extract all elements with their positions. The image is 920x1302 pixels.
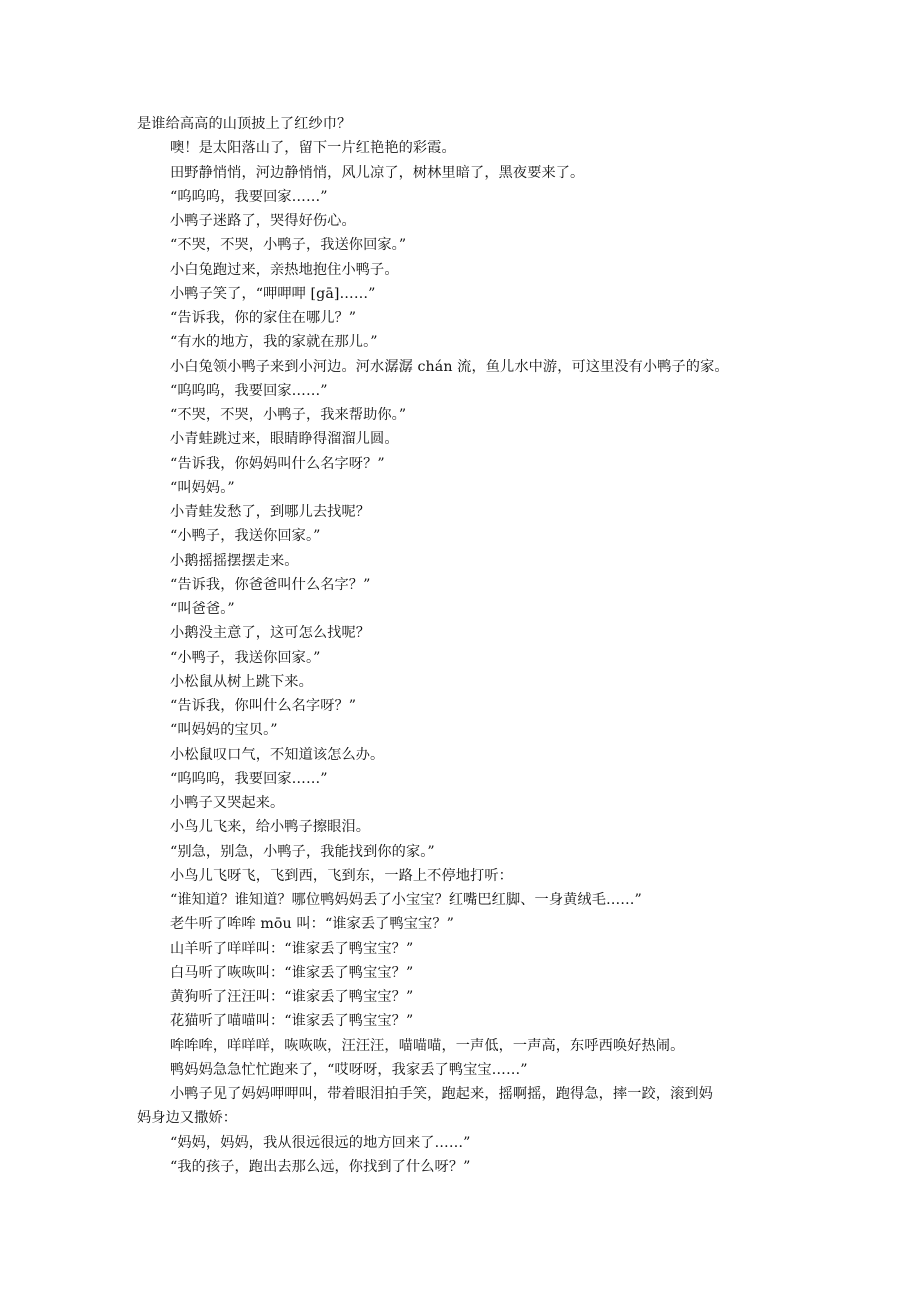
- story-paragraph: 是谁给高高的山顶披上了红纱巾？: [137, 116, 352, 132]
- story-paragraph: “叫妈妈的宝贝。”: [170, 722, 278, 739]
- story-paragraph: 小松鼠叹口气，不知道该怎么办。: [170, 746, 385, 763]
- story-paragraph: 噢！是太阳落山了，留下一片红艳艳的彩霞。: [170, 140, 456, 157]
- story-paragraph: “告诉我，你叫什么名字呀？”: [170, 698, 357, 714]
- story-paragraph: “告诉我，你的家住在哪儿？”: [170, 310, 357, 326]
- story-paragraph: 哞哞哞，咩咩咩，咴咴咴，汪汪汪，喵喵喵，一声低，一声高，东呼西唤好热闹。: [170, 1037, 685, 1054]
- story-text: [137, 112, 797, 1179]
- story-paragraph: “呜呜呜，我要回家……”: [170, 382, 328, 399]
- story-paragraph: “小鸭子，我送你回家。”: [170, 649, 321, 666]
- story-paragraph: “别急，别急，小鸭子，我能找到你的家。”: [170, 843, 435, 860]
- story-paragraph: 小鸭子迷路了，哭得好伤心。: [170, 213, 356, 229]
- story-paragraph: 小鸭子笑了，“呷呷呷 [gā]……”: [170, 285, 376, 302]
- story-paragraph: “不哭，不哭，小鸭子，我来帮助你。”: [170, 407, 407, 423]
- story-paragraph: “呜呜呜，我要回家……”: [170, 188, 328, 205]
- story-paragraph: 小鸟儿飞来，给小鸭子擦眼泪。: [170, 819, 371, 836]
- story-paragraph: 妈身边又撒娇：: [137, 1110, 238, 1127]
- story-paragraph: 小鸭子见了妈妈呷呷叫，带着眼泪拍手笑，跑起来，摇啊摇，跑得急，摔一跤，滚到妈: [170, 1086, 713, 1102]
- story-paragraph: 小鹅摇摇摆摆走来。: [170, 552, 299, 569]
- story-paragraph: 山羊听了咩咩叫：“谁家丢了鸭宝宝？”: [170, 940, 414, 957]
- story-paragraph: 白马听了咴咴叫：“谁家丢了鸭宝宝？”: [170, 964, 414, 981]
- story-paragraph: “叫妈妈。”: [170, 479, 235, 496]
- story-paragraph: 田野静悄悄，河边静悄悄，风儿凉了，树林里暗了，黑夜要来了。: [170, 164, 585, 181]
- story-paragraph: “我的孩子，跑出去那么远，你找到了什么呀？”: [170, 1158, 471, 1175]
- story-paragraph: 小白兔跑过来，亲热地抱住小鸭子。: [170, 261, 399, 278]
- story-paragraph: 小青蛙跳过来，眼睛睁得溜溜儿圆。: [170, 431, 399, 448]
- story-paragraph: 小鸟儿飞呀飞，飞到西，飞到东，一路上不停地打听：: [170, 867, 513, 884]
- story-paragraph: 老牛听了哞哞 mōu 叫：“谁家丢了鸭宝宝？”: [170, 916, 454, 933]
- story-paragraph: 黄狗听了汪汪叫：“谁家丢了鸭宝宝？”: [170, 989, 414, 1005]
- story-paragraph: 小松鼠从树上跳下来。: [170, 673, 313, 690]
- story-paragraph: “告诉我，你爸爸叫什么名字？”: [170, 576, 371, 593]
- story-paragraph: 小鸭子又哭起来。: [170, 795, 285, 811]
- story-paragraph: 花猫听了喵喵叫：“谁家丢了鸭宝宝？”: [170, 1013, 414, 1030]
- story-paragraph: “小鸭子，我送你回家。”: [170, 528, 321, 545]
- story-paragraph: 小鹅没主意了，这可怎么找呢？: [170, 625, 371, 642]
- story-paragraph: “妈妈，妈妈，我从很远很远的地方回来了……”: [170, 1134, 471, 1151]
- story-paragraph: “呜呜呜，我要回家……”: [170, 770, 328, 787]
- story-paragraph: 小白兔领小鸭子来到小河边。河水潺潺 chán 流，鱼儿水中游，可这里没有小鸭子的家。: [170, 358, 729, 375]
- story-paragraph: “叫爸爸。”: [170, 601, 235, 617]
- story-paragraph: “有水的地方，我的家就在那儿。”: [170, 334, 378, 351]
- story-paragraph: “告诉我，你妈妈叫什么名字呀？”: [170, 455, 385, 472]
- story-paragraph: “不哭，不哭，小鸭子，我送你回家。”: [170, 237, 407, 254]
- story-paragraph: “谁知道？谁知道？哪位鸭妈妈丢了小宝宝？红嘴巴红脚、一身黄绒毛……”: [170, 892, 642, 908]
- story-paragraph: 鸭妈妈急急忙忙跑来了，“哎呀呀，我家丢了鸭宝宝……”: [170, 1061, 528, 1078]
- story-paragraph: 小青蛙发愁了，到哪儿去找呢？: [170, 504, 371, 520]
